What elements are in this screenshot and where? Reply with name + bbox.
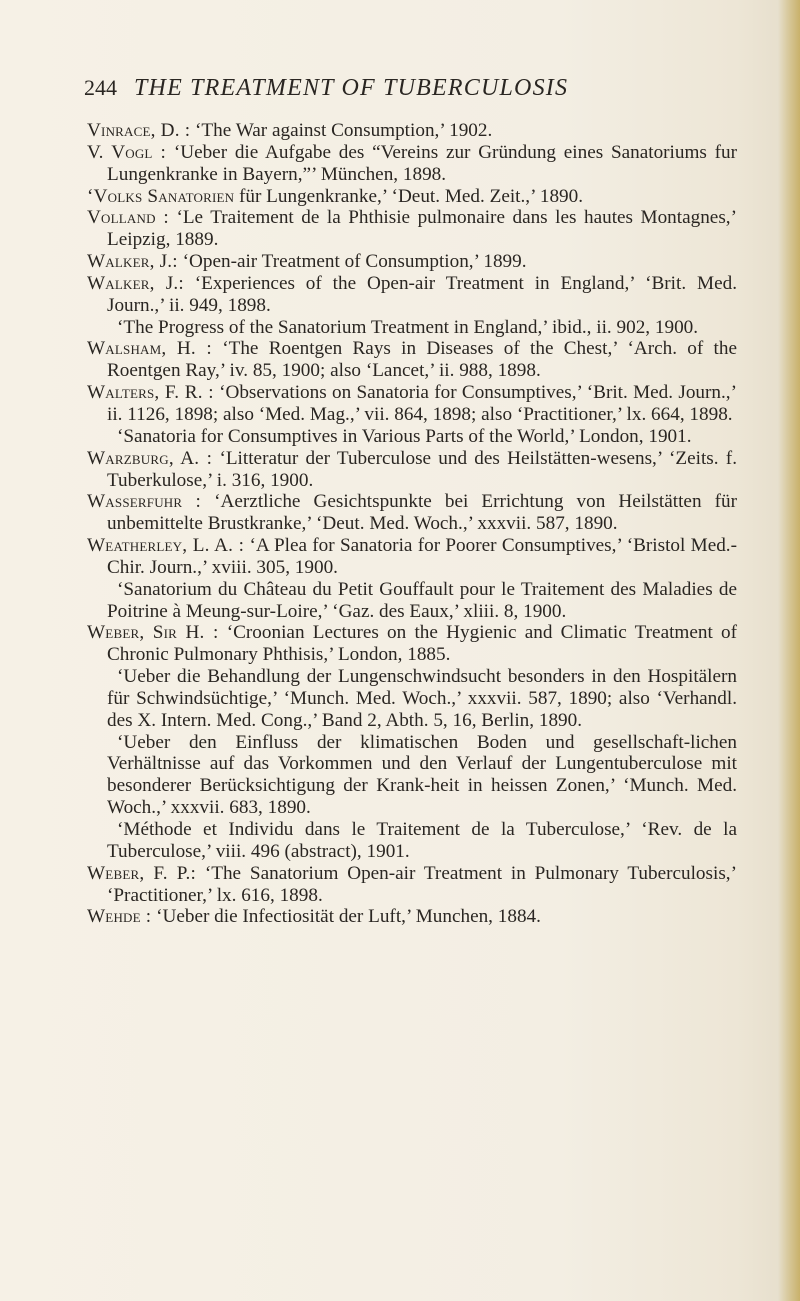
entry-text: ‘Méthode et Individu dans le Traitement de la Tuberculose,’ ‘Rev. de la Tuberculose,’ viii. 496 (abstract), 1901. (107, 819, 737, 862)
entry-author: Walker, J.: (87, 272, 184, 294)
bibliography-entry (87, 535, 737, 579)
page-edge-shadow (778, 0, 800, 1301)
entry-text: ‘Sanatoria for Consumptives in Various Parts of the World,’ London, 1901. (117, 425, 692, 447)
entry-author: Volland : (87, 207, 169, 229)
bibliography-entry-continuation (87, 579, 737, 623)
entry-text: ‘The War against Consumption,’ 1902. (190, 120, 493, 141)
entry-text: ‘Experiences of the Open-air Treatment in England,’ ‘Brit. Med. Journ.,’ ii. 949, 1898. (107, 272, 737, 316)
bibliography-entry (87, 251, 737, 273)
entry-text: ‘Sanatorium du Château du Petit Gouffault pour le Traitement des Maladies de Poitrine à Meung-sur-Loire,’ ‘Gaz. des Eaux,’ xliii. 8, 1900. (107, 578, 737, 622)
entry-text: ‘Ueber die Infectiosität der Luft,’ Munchen, 1884. (151, 906, 541, 928)
entry-text: ‘Ueber die Behandlung der Lungenschwindsucht besonders in den Hospitälern für Schwindsüchtige,’ ‘Munch. Med. Woch.,’ xxxvii. 587, 1890; also ‘Verhandl. des X. Intern. Med. Cong.,’ Band 2, Abth. 5, 16, Berlin, 1890. (107, 666, 737, 731)
entry-author: Walker, J.: (87, 251, 178, 273)
bibliography-entry (87, 382, 737, 426)
bibliography-entry (87, 338, 737, 382)
entry-author: Walsham, H. : (87, 338, 212, 360)
running-header (84, 75, 704, 109)
bibliography-entry (87, 207, 737, 251)
entry-text: ‘Ueber die Aufgabe des “Vereins zur Gründung eines Sanatoriums fur Lungenkranke in Bayern,”’ München, 1898. (107, 141, 738, 185)
bibliography-entry (87, 906, 737, 928)
entry-author: Vinrace, D. : (87, 120, 191, 141)
bibliography-entry-continuation (87, 317, 737, 339)
entry-author: Warzburg, A. : (87, 447, 213, 469)
entry-author: ‘Volks Sanatorien (87, 185, 235, 207)
bibliography-entry (87, 491, 737, 535)
entry-text: ‘Open-air Treatment of Consumption,’ 1899. (177, 251, 527, 273)
entry-author: Weber, Sir H. : (87, 622, 219, 644)
entry-author: Weatherley, L. A. : (87, 535, 245, 557)
bibliography-list (87, 120, 737, 928)
entry-text: für Lungenkranke,’ ‘Deut. Med. Zeit.,’ 1890. (234, 185, 584, 207)
entry-text: ‘The Roentgen Rays in Diseases of the Chest,’ ‘Arch. of the Roentgen Ray,’ iv. 85, 1900; also ‘Lancet,’ ii. 988, 1898. (107, 338, 737, 382)
bibliography-entry (87, 186, 737, 208)
entry-text: ‘Litteratur der Tuberculose und des Heilstätten-wesens,’ ‘Zeits. f. Tuberkulose,’ i. 316, 1900. (107, 447, 737, 491)
entry-author: V. Vogl : (87, 141, 167, 163)
entry-text: ‘The Progress of the Sanatorium Treatment in England,’ ibid., ii. 902, 1900. (117, 316, 699, 338)
bibliography-entry (87, 142, 737, 186)
bibliography-entry (87, 120, 737, 142)
entry-text: ‘Le Traitement de la Phthisie pulmonaire dans les hautes Montagnes,’ Leipzig, 1889. (107, 207, 737, 251)
bibliography-entry-continuation (87, 819, 737, 863)
bibliography-entry (87, 622, 737, 666)
entry-text: ‘Aerztliche Gesichtspunkte bei Errichtung von Heilstätten für unbemittelte Brustkranke,’ ‘Deut. Med. Woch.,’ xxxvii. 587, 1890. (107, 491, 737, 535)
bibliography-entry-continuation (87, 732, 737, 819)
bibliography-entry-continuation (87, 666, 737, 732)
entry-author: Wasserfuhr : (87, 491, 202, 513)
page-number: 244 (84, 75, 117, 100)
bibliography-entry (87, 448, 737, 492)
entry-author: Wehde : (87, 906, 152, 928)
bibliography-entry (87, 273, 737, 317)
entry-author: Weber, F. P.: (87, 862, 197, 884)
running-title: THE TREATMENT OF TUBERCULOSIS (134, 75, 569, 101)
bibliography-entry-continuation (87, 426, 737, 448)
entry-author: Walters, F. R. : (87, 382, 214, 404)
entry-text: ‘The Sanatorium Open-air Treatment in Pulmonary Tuberculosis,’ ‘Practitioner,’ lx. 616, 1898. (107, 862, 737, 906)
entry-text: ‘A Plea for Sanatoria for Poorer Consumptives,’ ‘Bristol Med.-Chir. Journ.,’ xviii. 305, 1900. (107, 535, 737, 578)
entry-text: ‘Croonian Lectures on the Hygienic and Climatic Treatment of Chronic Pulmonary Phthisis,’ London, 1885. (107, 622, 737, 666)
entry-text: ‘Ueber den Einfluss der klimatischen Boden und gesellschaft-lichen Verhältnisse auf das Vorkommen und den Verlauf der Lungentuberculose mit besonderer Berücksichtigung der Krank-heit in heissen Zonen,’ ‘Munch. Med. Woch.,’ xxxvii. 683, 1890. (107, 731, 737, 819)
bibliography-entry (87, 863, 737, 907)
entry-text: ‘Observations on Sanatoria for Consumptives,’ ‘Brit. Med. Journ.,’ ii. 1126, 1898; also ‘Med. Mag.,’ vii. 864, 1898; also ‘Practitioner,’ lx. 664, 1898. (107, 382, 737, 425)
